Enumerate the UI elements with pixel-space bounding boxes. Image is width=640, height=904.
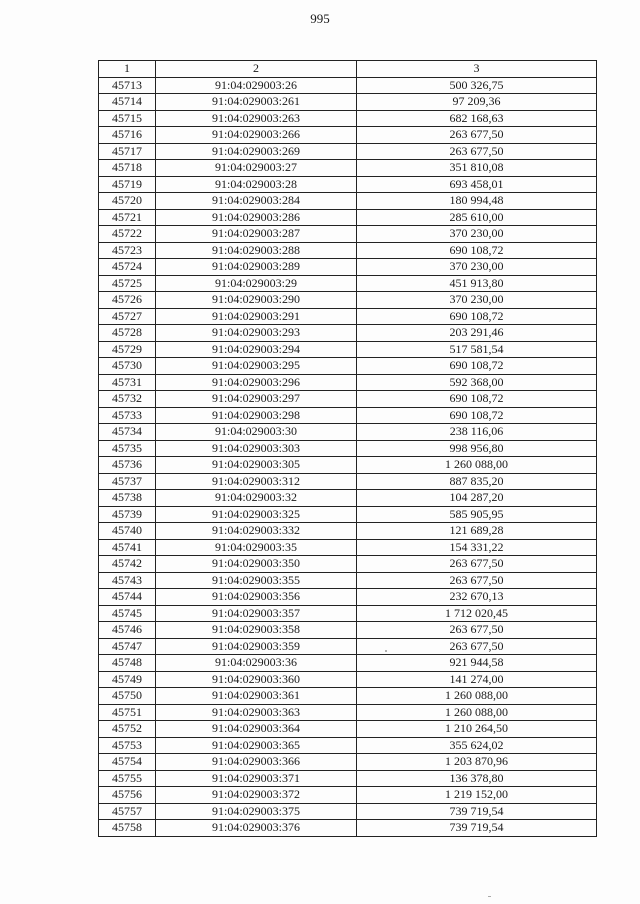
- cadastral-number-cell: 91:04:029003:293: [156, 325, 357, 342]
- table-row: [99, 688, 597, 705]
- row-index-cell: 45737: [99, 473, 156, 490]
- cadastral-number-cell: 91:04:029003:375: [156, 803, 357, 820]
- cadastral-number-cell: 91:04:029003:360: [156, 671, 357, 688]
- cadastral-number-cell: 91:04:029003:263: [156, 110, 357, 127]
- cadastral-value-cell: 238 116,06: [357, 424, 597, 441]
- cadastral-value-cell: 585 905,95: [357, 506, 597, 523]
- cadastral-number-cell: 91:04:029003:28: [156, 176, 357, 193]
- cadastral-number-cell: 91:04:029003:361: [156, 688, 357, 705]
- cadastral-number-cell: 91:04:029003:266: [156, 127, 357, 144]
- cadastral-number-cell: 91:04:029003:356: [156, 589, 357, 606]
- table-row: [99, 391, 597, 408]
- cadastral-value-cell: 263 677,50: [357, 127, 597, 144]
- table-row: [99, 143, 597, 160]
- cadastral-value-cell: 141 274,00: [357, 671, 597, 688]
- cadastral-number-cell: 91:04:029003:284: [156, 193, 357, 210]
- row-index-cell: 45722: [99, 226, 156, 243]
- row-index-cell: 45713: [99, 77, 156, 94]
- row-index-cell: 45728: [99, 325, 156, 342]
- row-index-cell: 45739: [99, 506, 156, 523]
- table-row: [99, 638, 597, 655]
- cadastral-value-table: [98, 60, 597, 837]
- cadastral-value-cell: 285 610,00: [357, 209, 597, 226]
- cadastral-value-cell: 690 108,72: [357, 391, 597, 408]
- row-index-cell: 45736: [99, 457, 156, 474]
- table-row: [99, 242, 597, 259]
- table-row: [99, 259, 597, 276]
- cadastral-value-cell: 154 331,22: [357, 539, 597, 556]
- row-index-cell: 45750: [99, 688, 156, 705]
- cadastral-value-cell: 693 458,01: [357, 176, 597, 193]
- page-number: 995: [310, 11, 330, 26]
- table-row: [99, 358, 597, 375]
- row-index-cell: 45742: [99, 556, 156, 573]
- cadastral-value-cell: 1 219 152,00: [357, 787, 597, 804]
- row-index-cell: 45715: [99, 110, 156, 127]
- cadastral-value-cell: 180 994,48: [357, 193, 597, 210]
- table-row: [99, 490, 597, 507]
- cadastral-value-cell: 370 230,00: [357, 259, 597, 276]
- row-index-cell: 45740: [99, 523, 156, 540]
- row-index-cell: 45738: [99, 490, 156, 507]
- table-row: [99, 94, 597, 111]
- row-index-cell: 45717: [99, 143, 156, 160]
- table-body: [99, 77, 597, 836]
- cadastral-value-cell: 739 719,54: [357, 820, 597, 837]
- table-row: [99, 127, 597, 144]
- row-index-cell: 45727: [99, 308, 156, 325]
- cadastral-value-cell: 592 368,00: [357, 374, 597, 391]
- cadastral-value-cell: 263 677,50: [357, 556, 597, 573]
- row-index-cell: 45729: [99, 341, 156, 358]
- table-row: [99, 424, 597, 441]
- cadastral-number-cell: 91:04:029003:358: [156, 622, 357, 639]
- table-row: [99, 308, 597, 325]
- row-index-cell: 45721: [99, 209, 156, 226]
- row-index-cell: 45733: [99, 407, 156, 424]
- cadastral-value-cell: 1 260 088,00: [357, 704, 597, 721]
- cadastral-number-cell: 91:04:029003:303: [156, 440, 357, 457]
- cadastral-value-cell: 121 689,28: [357, 523, 597, 540]
- cadastral-value-cell: 203 291,46: [357, 325, 597, 342]
- table-row: [99, 820, 597, 837]
- row-index-cell: 45743: [99, 572, 156, 589]
- row-index-cell: 45723: [99, 242, 156, 259]
- cadastral-number-cell: 91:04:029003:312: [156, 473, 357, 490]
- cadastral-value-cell: 500 326,75: [357, 77, 597, 94]
- cadastral-number-cell: 91:04:029003:365: [156, 737, 357, 754]
- cadastral-value-cell: 263 677,50: [357, 622, 597, 639]
- cadastral-value-cell: 690 108,72: [357, 308, 597, 325]
- row-index-cell: 45758: [99, 820, 156, 837]
- row-index-cell: 45744: [99, 589, 156, 606]
- table-row: [99, 556, 597, 573]
- table-row: [99, 341, 597, 358]
- cadastral-value-cell: 97 209,36: [357, 94, 597, 111]
- column-header-index: 1: [99, 61, 156, 78]
- column-header-value: 3: [357, 61, 597, 78]
- row-index-cell: 45747: [99, 638, 156, 655]
- cadastral-number-cell: 91:04:029003:296: [156, 374, 357, 391]
- cadastral-value-cell: 370 230,00: [357, 292, 597, 309]
- cadastral-value-cell: 1 203 870,96: [357, 754, 597, 771]
- table-row: [99, 655, 597, 672]
- row-index-cell: 45714: [99, 94, 156, 111]
- table-row: [99, 671, 597, 688]
- cadastral-number-cell: 91:04:029003:355: [156, 572, 357, 589]
- column-header-cadastral-number: 2: [156, 61, 357, 78]
- cadastral-number-cell: 91:04:029003:366: [156, 754, 357, 771]
- row-index-cell: 45734: [99, 424, 156, 441]
- row-index-cell: 45745: [99, 605, 156, 622]
- row-index-cell: 45748: [99, 655, 156, 672]
- cadastral-number-cell: 91:04:029003:261: [156, 94, 357, 111]
- table-row: [99, 325, 597, 342]
- table-row: [99, 787, 597, 804]
- cadastral-number-cell: 91:04:029003:363: [156, 704, 357, 721]
- table-row: [99, 523, 597, 540]
- table-row: [99, 226, 597, 243]
- row-index-cell: 45754: [99, 754, 156, 771]
- row-index-cell: 45753: [99, 737, 156, 754]
- table-row: [99, 721, 597, 738]
- cadastral-value-cell: 682 168,63: [357, 110, 597, 127]
- cadastral-number-cell: 91:04:029003:298: [156, 407, 357, 424]
- table-row: [99, 572, 597, 589]
- scan-speck: [488, 896, 491, 897]
- cadastral-value-cell: 1 260 088,00: [357, 688, 597, 705]
- row-index-cell: 45755: [99, 770, 156, 787]
- cadastral-value-cell: 355 624,02: [357, 737, 597, 754]
- table-row: [99, 275, 597, 292]
- cadastral-value-cell: 263 677,50: [357, 638, 597, 655]
- row-index-cell: 45726: [99, 292, 156, 309]
- cadastral-number-cell: 91:04:029003:29: [156, 275, 357, 292]
- cadastral-value-cell: 739 719,54: [357, 803, 597, 820]
- cadastral-number-cell: 91:04:029003:376: [156, 820, 357, 837]
- cadastral-number-cell: 91:04:029003:289: [156, 259, 357, 276]
- row-index-cell: 45751: [99, 704, 156, 721]
- cadastral-number-cell: 91:04:029003:372: [156, 787, 357, 804]
- cadastral-number-cell: 91:04:029003:357: [156, 605, 357, 622]
- cadastral-value-cell: 887 835,20: [357, 473, 597, 490]
- row-index-cell: 45752: [99, 721, 156, 738]
- cadastral-number-cell: 91:04:029003:350: [156, 556, 357, 573]
- header-row: [99, 61, 597, 78]
- cadastral-value-cell: 998 956,80: [357, 440, 597, 457]
- row-index-cell: 45716: [99, 127, 156, 144]
- table-row: [99, 110, 597, 127]
- table-row: [99, 457, 597, 474]
- cadastral-number-cell: 91:04:029003:290: [156, 292, 357, 309]
- cadastral-value-cell: 451 913,80: [357, 275, 597, 292]
- table-row: [99, 193, 597, 210]
- cadastral-value-cell: 690 108,72: [357, 407, 597, 424]
- row-index-cell: 45731: [99, 374, 156, 391]
- cadastral-value-cell: 690 108,72: [357, 358, 597, 375]
- table-row: [99, 506, 597, 523]
- cadastral-number-cell: 91:04:029003:36: [156, 655, 357, 672]
- cadastral-number-cell: 91:04:029003:27: [156, 160, 357, 177]
- cadastral-value-cell: 517 581,54: [357, 341, 597, 358]
- table-row: [99, 589, 597, 606]
- cadastral-number-cell: 91:04:029003:295: [156, 358, 357, 375]
- row-index-cell: 45757: [99, 803, 156, 820]
- cadastral-number-cell: 91:04:029003:371: [156, 770, 357, 787]
- cadastral-number-cell: 91:04:029003:286: [156, 209, 357, 226]
- cadastral-value-cell: 370 230,00: [357, 226, 597, 243]
- cadastral-value-cell: 351 810,08: [357, 160, 597, 177]
- cadastral-number-cell: 91:04:029003:32: [156, 490, 357, 507]
- cadastral-value-cell: 690 108,72: [357, 242, 597, 259]
- table-row: [99, 77, 597, 94]
- cadastral-number-cell: 91:04:029003:359: [156, 638, 357, 655]
- cadastral-number-cell: 91:04:029003:35: [156, 539, 357, 556]
- row-index-cell: 45735: [99, 440, 156, 457]
- row-index-cell: 45756: [99, 787, 156, 804]
- table-row: [99, 209, 597, 226]
- table-row: [99, 374, 597, 391]
- table-row: [99, 440, 597, 457]
- cadastral-value-cell: 263 677,50: [357, 572, 597, 589]
- cadastral-number-cell: 91:04:029003:30: [156, 424, 357, 441]
- cadastral-number-cell: 91:04:029003:325: [156, 506, 357, 523]
- table-row: [99, 770, 597, 787]
- cadastral-number-cell: 91:04:029003:269: [156, 143, 357, 160]
- cadastral-number-cell: 91:04:029003:294: [156, 341, 357, 358]
- cadastral-value-cell: 1 260 088,00: [357, 457, 597, 474]
- cadastral-value-cell: 104 287,20: [357, 490, 597, 507]
- cadastral-value-cell: 263 677,50: [357, 143, 597, 160]
- cadastral-number-cell: 91:04:029003:26: [156, 77, 357, 94]
- cadastral-number-cell: 91:04:029003:287: [156, 226, 357, 243]
- table-row: [99, 754, 597, 771]
- table-header: [99, 61, 597, 78]
- cadastral-number-cell: 91:04:029003:297: [156, 391, 357, 408]
- cadastral-number-cell: 91:04:029003:291: [156, 308, 357, 325]
- scan-speck: [385, 650, 387, 652]
- table-row: [99, 473, 597, 490]
- table-row: [99, 160, 597, 177]
- row-index-cell: 45719: [99, 176, 156, 193]
- row-index-cell: 45724: [99, 259, 156, 276]
- cadastral-value-cell: 921 944,58: [357, 655, 597, 672]
- table-row: [99, 605, 597, 622]
- cadastral-value-cell: 136 378,80: [357, 770, 597, 787]
- cadastral-number-cell: 91:04:029003:305: [156, 457, 357, 474]
- cadastral-number-cell: 91:04:029003:332: [156, 523, 357, 540]
- table-row: [99, 176, 597, 193]
- row-index-cell: 45741: [99, 539, 156, 556]
- row-index-cell: 45725: [99, 275, 156, 292]
- row-index-cell: 45730: [99, 358, 156, 375]
- cadastral-value-cell: 232 670,13: [357, 589, 597, 606]
- row-index-cell: 45732: [99, 391, 156, 408]
- cadastral-value-cell: 1 210 264,50: [357, 721, 597, 738]
- row-index-cell: 45746: [99, 622, 156, 639]
- table-row: [99, 292, 597, 309]
- table-row: [99, 803, 597, 820]
- cadastral-number-cell: 91:04:029003:288: [156, 242, 357, 259]
- table-row: [99, 704, 597, 721]
- row-index-cell: 45749: [99, 671, 156, 688]
- cadastral-value-cell: 1 712 020,45: [357, 605, 597, 622]
- table-row: [99, 737, 597, 754]
- table-row: [99, 622, 597, 639]
- row-index-cell: 45720: [99, 193, 156, 210]
- row-index-cell: 45718: [99, 160, 156, 177]
- cadastral-number-cell: 91:04:029003:364: [156, 721, 357, 738]
- table-row: [99, 407, 597, 424]
- table-row: [99, 539, 597, 556]
